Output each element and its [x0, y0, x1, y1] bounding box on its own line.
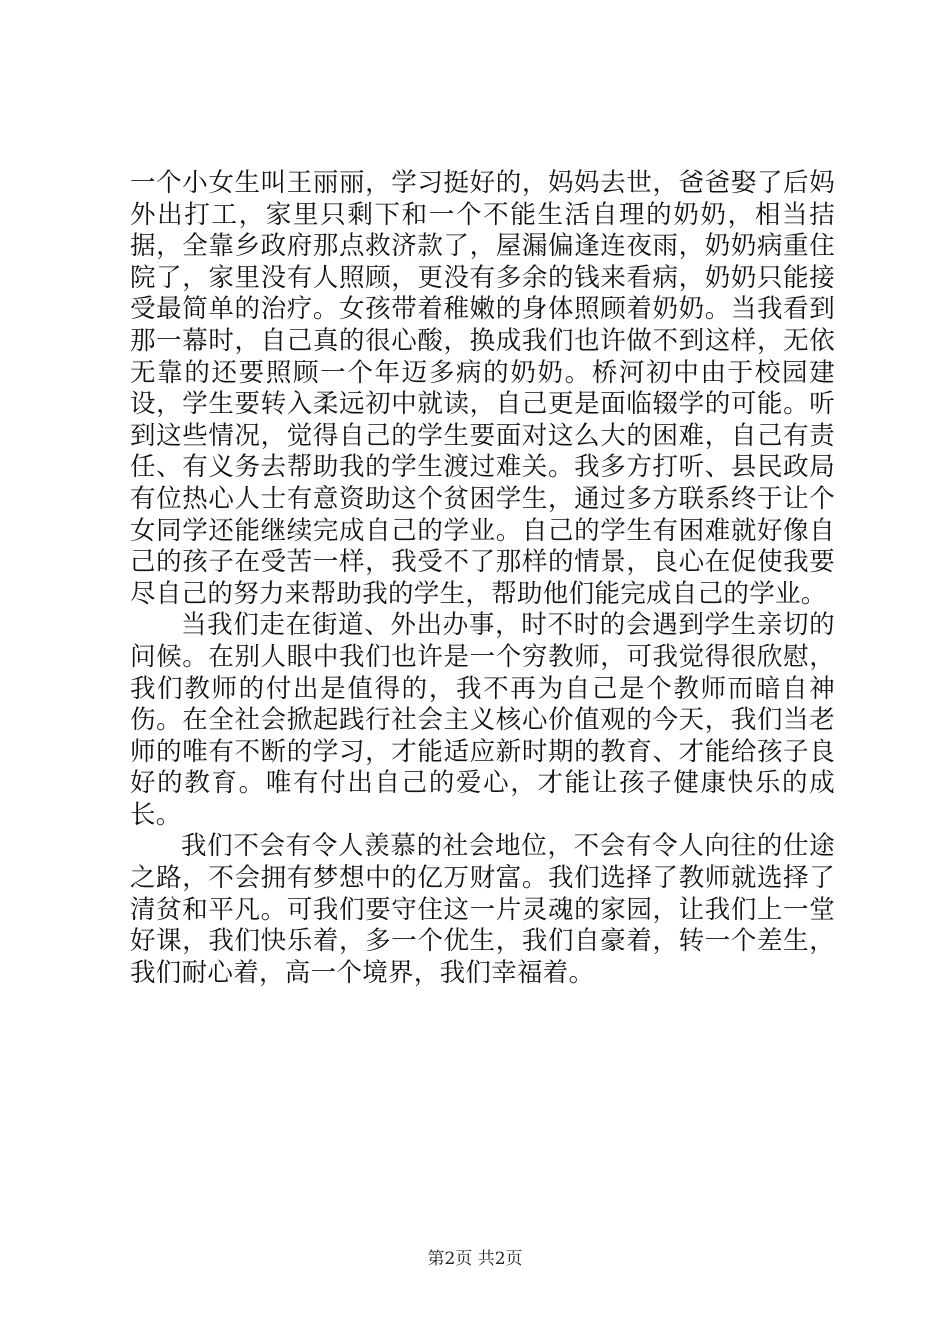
paragraph-1: 一个小女生叫王丽丽，学习挺好的，妈妈去世，爸爸娶了后妈外出打工，家里只剩下和一个不能生活自理的奶奶，相当拮据，全靠乡政府那点救济款了，屋漏偏逢连夜雨，奶奶病重住院了，家里没有人照顾，更没有多余的钱来看病，奶奶只能接受最简单的治疗。女孩带着稚嫩的身体照顾着奶奶。当我看到那一幕时，自己真的很心酸，换成我们也许做不到这样，无依无靠的还要照顾一个年迈多病的奶奶。桥河初中由于校园建设，学生要转入柔远初中就读，自己更是面临辍学的可能。听到这些情况，觉得自己的学生要面对这么大的困难，自己有责任、有义务去帮助我的学生渡过难关。我多方打听、县民政局有位热心人士有意资助这个贫困学生，通过多方联系终于让个女同学还能继续完成自己的学业。自己的学生有困难就好像自己的孩子在受苦一样，我受不了那样的情景，良心在促使我要尽自己的努力来帮助我的学生，帮助他们能完成自己的学业。	[130, 168, 835, 609]
document-body	[130, 168, 835, 989]
page-footer	[0, 1244, 950, 1269]
page-number-label: 第2页 共2页	[427, 1249, 523, 1269]
paragraph-3: 我们不会有令人羡慕的社会地位，不会有令人向往的仕途之路，不会拥有梦想中的亿万财富。我们选择了教师就选择了清贫和平凡。可我们要守住这一片灵魂的家园，让我们上一堂好课，我们快乐着，多一个优生，我们自豪着，转一个差生，我们耐心着，高一个境界，我们幸福着。	[130, 831, 835, 988]
paragraph-2: 当我们走在街道、外出办事，时不时的会遇到学生亲切的问候。在别人眼中我们也许是一个穷教师，可我觉得很欣慰，我们教师的付出是值得的，我不再为自己是个教师而暗自神伤。在全社会掀起践行社会主义核心价值观的今天，我们当老师的唯有不断的学习，才能适应新时期的教育、才能给孩子良好的教育。唯有付出自己的爱心，才能让孩子健康快乐的成长。	[130, 610, 835, 830]
